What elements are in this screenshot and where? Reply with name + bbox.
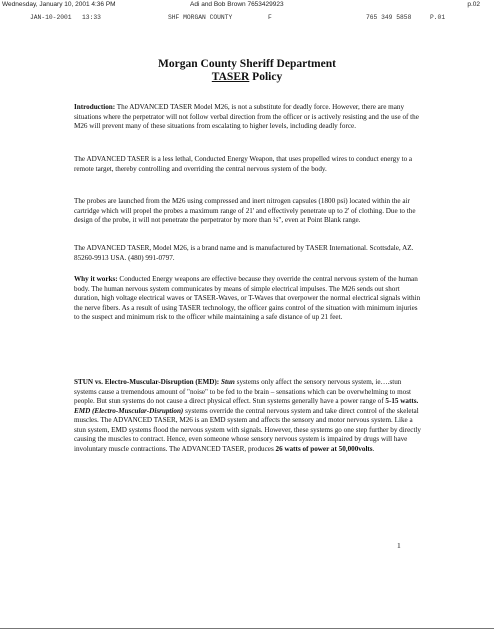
fax-stamp-date: JAN-10-2001 (30, 14, 72, 21)
fax-stamp-time: 13:33 (82, 14, 101, 21)
fax-sender-line: Adi and Bob Brown 7653429923 (190, 1, 284, 8)
subtitle-policy: Policy (249, 71, 283, 83)
emd-text: systems override the central nervous system and take direct control of the skeletal muscles. The ADVANCED TASER, M26 is an EMD system and affects the sensory and motor nervous system. Like a stun system, EMD systems flood the nervous system with signals. However, these systems go one step further by directly causing the muscles to contract. Hence, even someone whose sensory nervous system is impaired by drugs will have involuntary muscle contractions. The ADVANCED TASER, produces (74, 406, 421, 453)
manufacturer-text: The ADVANCED TASER, Model M26, is a brand name and is manufactured by TASER International. Scottsdale, AZ. 85260-9913 USA. (480) 991-0797. (74, 244, 414, 262)
paragraph-stun-vs-emd (74, 378, 422, 454)
fax-page-id: p.02 (467, 1, 480, 8)
paragraph-definition (74, 155, 422, 174)
paragraph-why-it-works (74, 275, 422, 323)
stun-term: Stun (220, 378, 235, 386)
probes-text: The probes are launched from the M26 using compressed and inert nitrogen capsules (1800 psi) located within the air cartridge which will propel the probes a maximum range of 21' and effectively penetrate up to 2' of clothing. Due to the design of the probe, it will not penetrate the perpetrator by more than ¼", even at Point Blank range. (74, 197, 416, 225)
fax-date-line: Wednesday, January 10, 2001 4:36 PM (2, 1, 116, 8)
paragraph-manufacturer (74, 244, 422, 263)
definition-text: The ADVANCED TASER is a less lethal, Conducted Energy Weapon, that uses propelled wires to conduct energy to a remote target, thereby controlling and overriding the central nervous system of the body. (74, 155, 413, 173)
stun-vs-emd-label: STUN vs. Electro-Muscular-Disruption (EMD): (74, 378, 220, 386)
paragraph-introduction (74, 103, 422, 132)
fax-stamp-org: SHF MORGAN COUNTY (168, 14, 233, 21)
introduction-label: Introduction: (74, 103, 116, 111)
why-it-works-text: Conducted Energy weapons are effective because they override the central nervous system of the human body. The human nervous system communicates by means of simple electrical impulses. The M26 sends out short duration, high voltage electrical waves or TASER-Waves, or T-Waves that overpower the normal electrical signals within the nerve fibers. As a result of using TASER technology, the officer gains control of the situation with minimum injuries to the suspect and minimum risk to the officer while maintaining a safe distance of up 21 feet. (74, 275, 421, 322)
fax-stamp-page: P.01 (430, 14, 446, 21)
why-it-works-label: Why it works: (74, 275, 118, 283)
stun-watts: 5-15 watts. (385, 397, 419, 406)
document-title: Morgan County Sheriff Department (158, 58, 336, 70)
fax-stamp-code: F (268, 14, 272, 21)
taser-power: 26 watts of power at 50,000volts (275, 444, 373, 453)
stun-text: systems only affect the sensory nervous system, ie….stun systems cause a tremendous amount of "noise" to be fed to the brain – sensations which can be overwhelming to most people. But stun systems do not cause a direct physical effect. Stun systems generally have a power range of (74, 378, 412, 406)
fax-stamp-phone: 765 349 5858 (366, 14, 412, 21)
document-subtitle (0, 71, 494, 83)
emd-term: EMD (Electro-Muscular-Disruption) (74, 406, 184, 415)
paragraph-probes (74, 197, 422, 226)
subtitle-taser: TASER (211, 71, 250, 83)
paragraph-end: . (372, 444, 375, 453)
introduction-text: The ADVANCED TASER Model M26, is not a substitute for deadly force. However, there are many situations where the perpetrator will not follow verbal direction from the officer or is actively resisting and the use of the M26 will prevent many of these situations from escalating to higher levels, including deadly force. (74, 103, 419, 131)
page-number: 1 (397, 541, 401, 550)
bottom-rule (0, 628, 494, 629)
